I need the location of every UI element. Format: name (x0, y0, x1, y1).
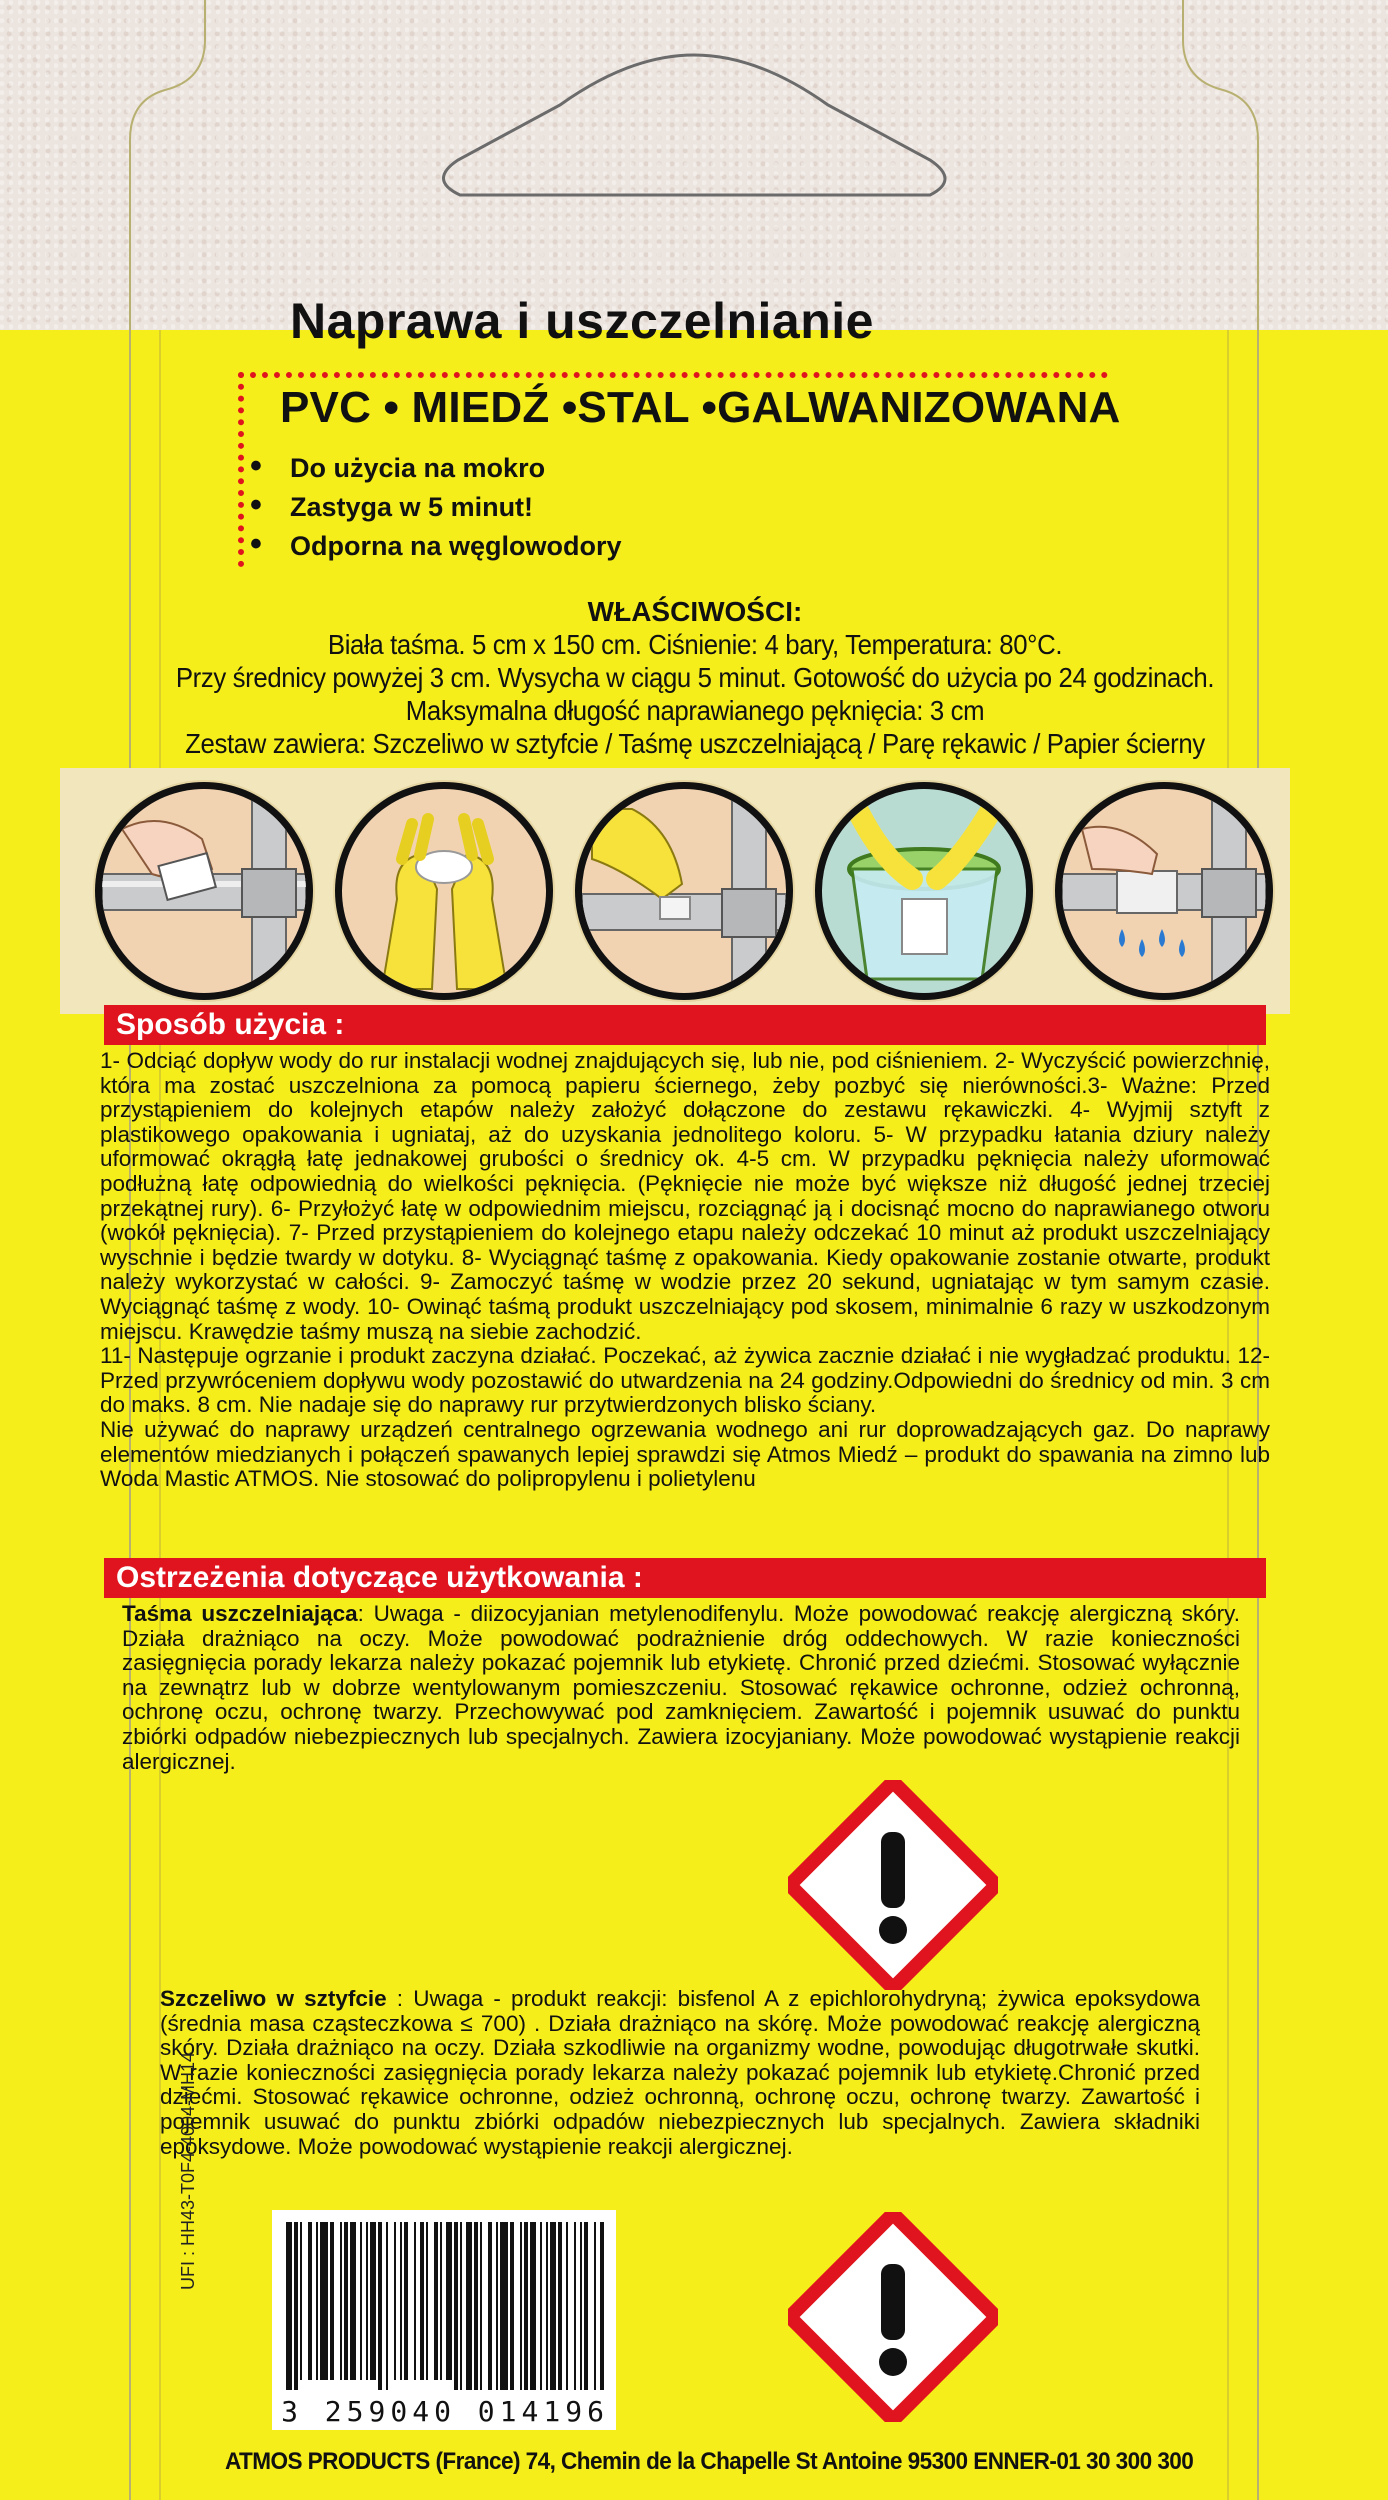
property-line: Przy średnicy powyżej 3 cm. Wysycha w ciągu 5 minut. Gotowość do użycia po 24 godzinach. (175, 662, 1215, 693)
glove-applying-icon (582, 789, 786, 993)
barcode-bars (272, 2210, 616, 2390)
step-4-illustration (815, 782, 1033, 1000)
ghs-exclamation-icon (788, 2212, 998, 2422)
step-illustrations (60, 768, 1290, 1014)
stick-warning-label: Szczeliwo w sztyfcie (160, 1986, 387, 2011)
hang-hole (443, 55, 945, 195)
warnings-banner: Ostrzeżenia dotyczące użytkowania : (104, 1558, 1266, 1598)
properties-block (120, 595, 1270, 760)
product-title: Naprawa i uszczelnianie (290, 293, 874, 349)
materials-line: PVC • MIEDŹ •STAL •GALWANIZOWANA (280, 383, 1121, 432)
barcode-number: 3 259040 014196 (281, 2395, 609, 2428)
step-2-illustration (335, 782, 553, 1000)
tape-water-bowl-icon (822, 789, 1026, 993)
step-3-illustration (575, 782, 793, 1000)
manufacturer-address: ATMOS PRODUCTS (France) 74, Chemin de la Chapelle St Antoine 95300 ENNER-01 30 300 300 (225, 2448, 1194, 2475)
dotted-divider-left (238, 372, 244, 567)
property-line: Biała taśma. 5 cm x 150 cm. Ciśnienie: 4 bary, Temperatura: 80°C. (327, 629, 1063, 660)
usage-paragraph: Nie używać do naprawy urządzeń centralnego ogrzewania wodnego ani rur doprowadzających gaz. Do naprawy elementów miedzianych i połączeń spawanych lepiej sprawdzi się Atmos Miedź – produkt do spawania na zimno lub Woda Mastic ATMOS. Nie stosować do polipropylenu i polietylenu (100, 1416, 1270, 1492)
usage-paragraph: 11- Następuje ogrzanie i produkt zaczyna działać. Poczekać, aż żywica zacznie działać i nie wygładzać produktu. 12- Przed przywróceniem dopływu wody pozostawić do utwardzenia na 24 godziny.Odpowiedni do średnicy od min. 3 cm do maks. 8 cm. Nie nadaje się do naprawy rur przytwierdzonych blisko ściany. (100, 1343, 1270, 1418)
ghs-exclamation-icon (788, 1780, 998, 1990)
step-5-illustration (1055, 782, 1273, 1000)
properties-heading: WŁAŚCIWOŚCI: (587, 596, 803, 627)
property-line: Zestaw zawiera: Szczeliwo w sztyfcie / Taśmę uszczelniającą / Parę rękawic / Papier ścierny (185, 728, 1205, 759)
tape-warning-label: Taśma uszczelniająca (122, 1601, 358, 1626)
stick-warning-text: : Uwaga - produkt reakcji: bisfenol A z epichlorohydryną; żywica epoksydowa (średnia masa cząsteczkowa ≤ 700) . Działa drażniąco na skórę. Może powodować reakcję alergiczną skóry. Działa drażniąco na oczy. Działa szkodliwie na organizmy wodne, powodując długotrwałe skutki. W razie konieczności zasięgnięcia porady lekarza należy pokazać pojemnik lub etykietę.Chronić przed dziećmi. Stosować rękawice ochronne, odzież ochronną, ochronę oczu, ochronę twarzy. Zawartość i pojemnik usuwać do punktu zbiórki odpadów niebezpiecznych lub specjalnych. Zawiera składniki epoksydowe. Może powodować wystąpienie reakcji alergicznej. (160, 1986, 1200, 2159)
tape-warning-text: : Uwaga - diizocyjanian metylenodifenylu. Może powodować reakcję alergiczną skóry. Działa drażniąco na oczy. Może powodować podrażnienie dróg oddechowych. W razie konieczności zasięgnięcia porady lekarza należy pokazać pojemnik lub etykietę. Chronić przed dziećmi. Stosować wyłącznie na zewnątrz lub w dobrze wentylowanym pomieszczeniu. Stosować rękawice ochronne, odzież ochronną, ochronę oczu, ochronę twarzy. Przechowywać pod zamknięciem. Zawartość i pojemnik usuwać do punktu zbiórki odpadów niebezpiecznych lub specjalnych. Zawiera izocyjaniany. Może powodować wystąpienie reakcji alergicznej. (122, 1601, 1240, 1774)
usage-banner: Sposób użycia : (104, 1005, 1266, 1045)
usage-instructions (100, 1049, 1270, 1492)
feature-item: • Do użycia na mokro (250, 448, 622, 487)
dotted-divider-top (238, 372, 1108, 378)
tape-warning (122, 1602, 1240, 1774)
stick-warning (160, 1987, 1200, 2159)
gloves-icon (342, 789, 546, 993)
feature-list (250, 448, 622, 565)
ufi-code: UFI : HH43-T0F4-4004-MH14 (178, 2051, 198, 2290)
feature-item: • Odporna na węglowodory (250, 526, 622, 565)
feature-item: • Zastyga w 5 minut! (250, 487, 622, 526)
usage-paragraph: 1- Odciąć dopływ wody do rur instalacji wodnej znajdujących się, lub nie, pod ciśnieniem. 2- Wyczyścić powierzchnię, która ma zostać uszczelniona za pomocą papieru ściernego, żeby pozbyć się nierówności.3- Ważne: Przed przystąpieniem do kolejnych etapów należy założyć dołączone do zestawu rękawiczki. 4- Wyjmij sztyft z plastikowego opakowania i ugniataj, aż do uzyskania jednolitego koloru. 5- W przypadku łatania dziury należy uformować okrągłą łatę jednakowej grubości o średnicy ok. 4-5 cm. W przypadku pęknięcia należy uformować podłużną łatę odpowiednią do wielkości pęknięcia. (Pęknięcie nie może być większe niż długość jednej trzeciej przekątnej rury). 6- Przyłożyć łatę w odpowiednim miejscu, rozciągnąć ją i docisnąć mocno do naprawianego otworu (wokół pęknięcia). 7- Przed przystąpieniem do kolejnego etapu należy odczekać 10 minut aż produkt uszczelniający wyschnie i będzie twardy w dotyku. 8- Wyciągnąć taśmę z opakowania. Kiedy opakowanie zostanie otwarte, produkt należy wykorzystać w całości. 9- Zamoczyć taśmę w wodzie przez 20 sekund, ugniatając w tym samym czasie. Wyciągnąć taśmę z wody. 10- Owinąć taśmą produkt uszczelniający pod skosem, minimalnie 6 razy w uszkodzonym miejscu. Krawędzie taśmy muszą na siebie zachodzić. (100, 1048, 1270, 1344)
pipe-leak-icon (1062, 789, 1266, 993)
step-1-illustration (95, 782, 313, 1000)
hand-sanding-icon (102, 789, 306, 993)
property-line: Maksymalna długość naprawianego pęknięcia: 3 cm (405, 695, 985, 726)
